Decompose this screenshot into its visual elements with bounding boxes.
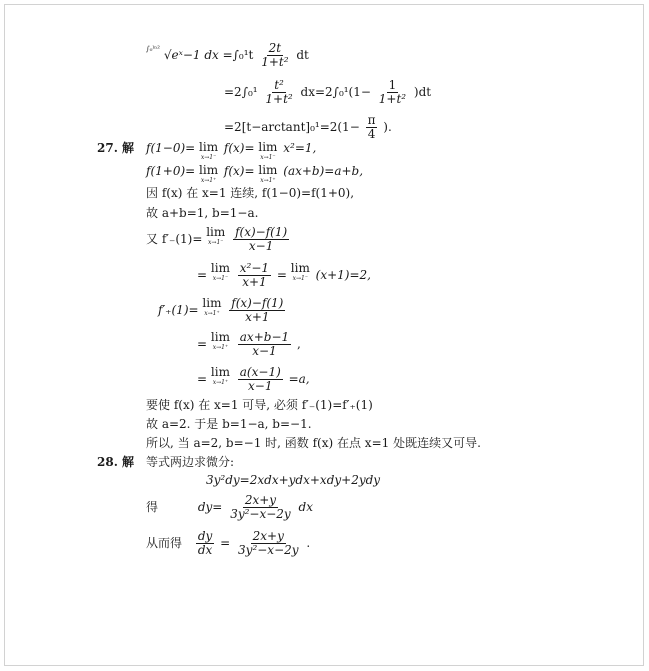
p27-line-12: 所以, 当 a=2, b=−1 时, 函数 f(x) 在点 x=1 处既连续又可导. (146, 436, 481, 450)
limit (206, 226, 225, 246)
denominator: 3y²−x−2y (230, 507, 291, 521)
denominator: 3y²−x−2y (238, 543, 299, 557)
p26-line-2 (224, 79, 431, 106)
problem-28-label: 28. 解 (97, 455, 135, 469)
fraction (228, 494, 293, 521)
expr: )dt (413, 85, 432, 99)
numerator: ax+b−1 (239, 330, 290, 344)
numerator: t² (274, 78, 284, 92)
lim-sub: x→1⁺ (260, 177, 276, 184)
fraction (366, 114, 378, 141)
expr: (ax+b)=a+b, (283, 164, 364, 178)
p27-line-7 (158, 297, 287, 324)
equals-int: =∫₀¹t (222, 48, 254, 62)
p27-line-3: 因 f(x) 在 x=1 连续, f(1−0)=f(1+0), (146, 186, 355, 200)
numerator: f(x)−f(1) (235, 225, 288, 239)
fraction (238, 262, 271, 289)
lim-word: lim (210, 365, 230, 379)
p27-line-1 (146, 141, 316, 161)
limit (258, 141, 277, 161)
expr: . (306, 536, 311, 550)
fraction (377, 79, 408, 106)
lim-word: lim (258, 140, 278, 154)
p27-line-10: 要使 f(x) 在 x=1 可导, 必须 f′₋(1)=f′₊(1) (146, 398, 373, 412)
expr: f′₊(1)= (158, 303, 199, 317)
limit (291, 262, 310, 282)
expr: = (220, 536, 231, 550)
text: 得 (146, 500, 159, 514)
lim-sub: x→1⁺ (200, 177, 217, 184)
limit (211, 262, 230, 282)
lim-sub: x→1⁻ (212, 275, 229, 282)
expr: =2∫₀¹ (224, 85, 258, 99)
denominator: x−1 (248, 379, 273, 393)
p28-line-1: 等式两边求微分: (146, 455, 235, 469)
lim-word: lim (199, 140, 219, 154)
text: 从而得 (146, 536, 183, 550)
denominator: x−1 (252, 344, 277, 358)
denominator: x−1 (248, 239, 274, 253)
expr: dx (298, 500, 313, 514)
expr: f(1−0)= (146, 141, 196, 155)
lim-sub: x→1⁻ (292, 275, 309, 282)
fraction (233, 226, 289, 253)
expr: = (197, 337, 208, 351)
expr: x²=1, (283, 141, 317, 155)
lim-sub: x→1⁺ (204, 310, 220, 317)
expr: 又 f′₋(1)= (146, 232, 203, 246)
numerator: π (367, 113, 376, 127)
lim-sub: x→1⁺ (212, 344, 229, 351)
expr: , (296, 337, 301, 351)
limit (199, 141, 218, 161)
p28-line-2: 3y²dy=2xdx+ydx+xdy+2ydy (206, 473, 381, 487)
p26-line-3 (224, 114, 392, 141)
expr: dx=2∫₀¹(1− (300, 85, 371, 99)
numerator: x²−1 (239, 261, 270, 275)
lim-word: lim (290, 261, 310, 275)
expr: = (276, 268, 287, 282)
p27-line-11: 故 a=2. 于是 b=1−a, b=−1. (146, 417, 312, 431)
expr: =a, (288, 372, 310, 386)
numerator: a(x−1) (239, 365, 281, 379)
numerator: 2t (268, 41, 282, 55)
fraction (238, 366, 283, 393)
integral-limits: ∫₀ˡⁿ² (146, 45, 160, 53)
lim-word: lim (258, 163, 278, 177)
numerator: 2x+y (252, 529, 284, 543)
numerator: dy (197, 529, 213, 543)
limit (202, 297, 221, 317)
fraction (196, 530, 214, 557)
fraction (259, 42, 290, 69)
fraction (229, 297, 285, 324)
p27-line-9 (197, 366, 310, 393)
expr: f(x)= (223, 164, 255, 178)
p27-line-4: 故 a+b=1, b=1−a. (146, 206, 259, 220)
differential: dt (296, 48, 309, 62)
denominator: 1+t² (265, 92, 293, 106)
p27-line-5 (146, 226, 291, 253)
expr: f(1+0)= (146, 164, 196, 178)
p28-line-4 (146, 530, 310, 557)
lim-word: lim (199, 163, 219, 177)
numerator: 1 (388, 78, 397, 92)
fraction (238, 331, 291, 358)
lim-sub: x→1⁻ (208, 239, 224, 246)
lim-word: lim (210, 330, 230, 344)
p28-line-3 (146, 494, 313, 521)
fraction (263, 79, 294, 106)
expr: dy= (197, 500, 223, 514)
lim-word: lim (210, 261, 230, 275)
numerator: 2x+y (244, 493, 277, 507)
expr: = (197, 268, 208, 282)
expr: =2[t−arctant]₀¹=2(1− (224, 120, 360, 134)
denominator: dx (197, 543, 213, 557)
denominator: 4 (367, 127, 376, 141)
expr: (x+1)=2, (315, 268, 371, 282)
numerator: f(x)−f(1) (231, 296, 284, 310)
lim-sub: x→1⁺ (212, 379, 229, 386)
p27-line-6 (197, 262, 371, 289)
p27-line-2 (146, 164, 363, 184)
denominator: x+1 (245, 310, 270, 324)
p26-line-1 (146, 42, 309, 69)
lim-word: lim (206, 225, 226, 239)
limit (211, 366, 230, 386)
p27-line-8 (197, 331, 301, 358)
fraction (236, 530, 301, 557)
limit (211, 331, 230, 351)
limit (199, 164, 218, 184)
limit (258, 164, 277, 184)
lim-sub: x→1⁻ (200, 154, 217, 161)
denominator: 1+t² (378, 92, 407, 106)
denominator: 1+t² (261, 55, 289, 69)
integrand: √eˣ−1 dx (163, 48, 219, 62)
expr: = (197, 372, 208, 386)
lim-sub: x→1⁻ (260, 154, 276, 161)
denominator: x+1 (242, 275, 267, 289)
lim-word: lim (202, 296, 222, 310)
expr: f(x)= (223, 141, 255, 155)
expr: ). (383, 120, 392, 134)
problem-27-label: 27. 解 (97, 141, 135, 155)
